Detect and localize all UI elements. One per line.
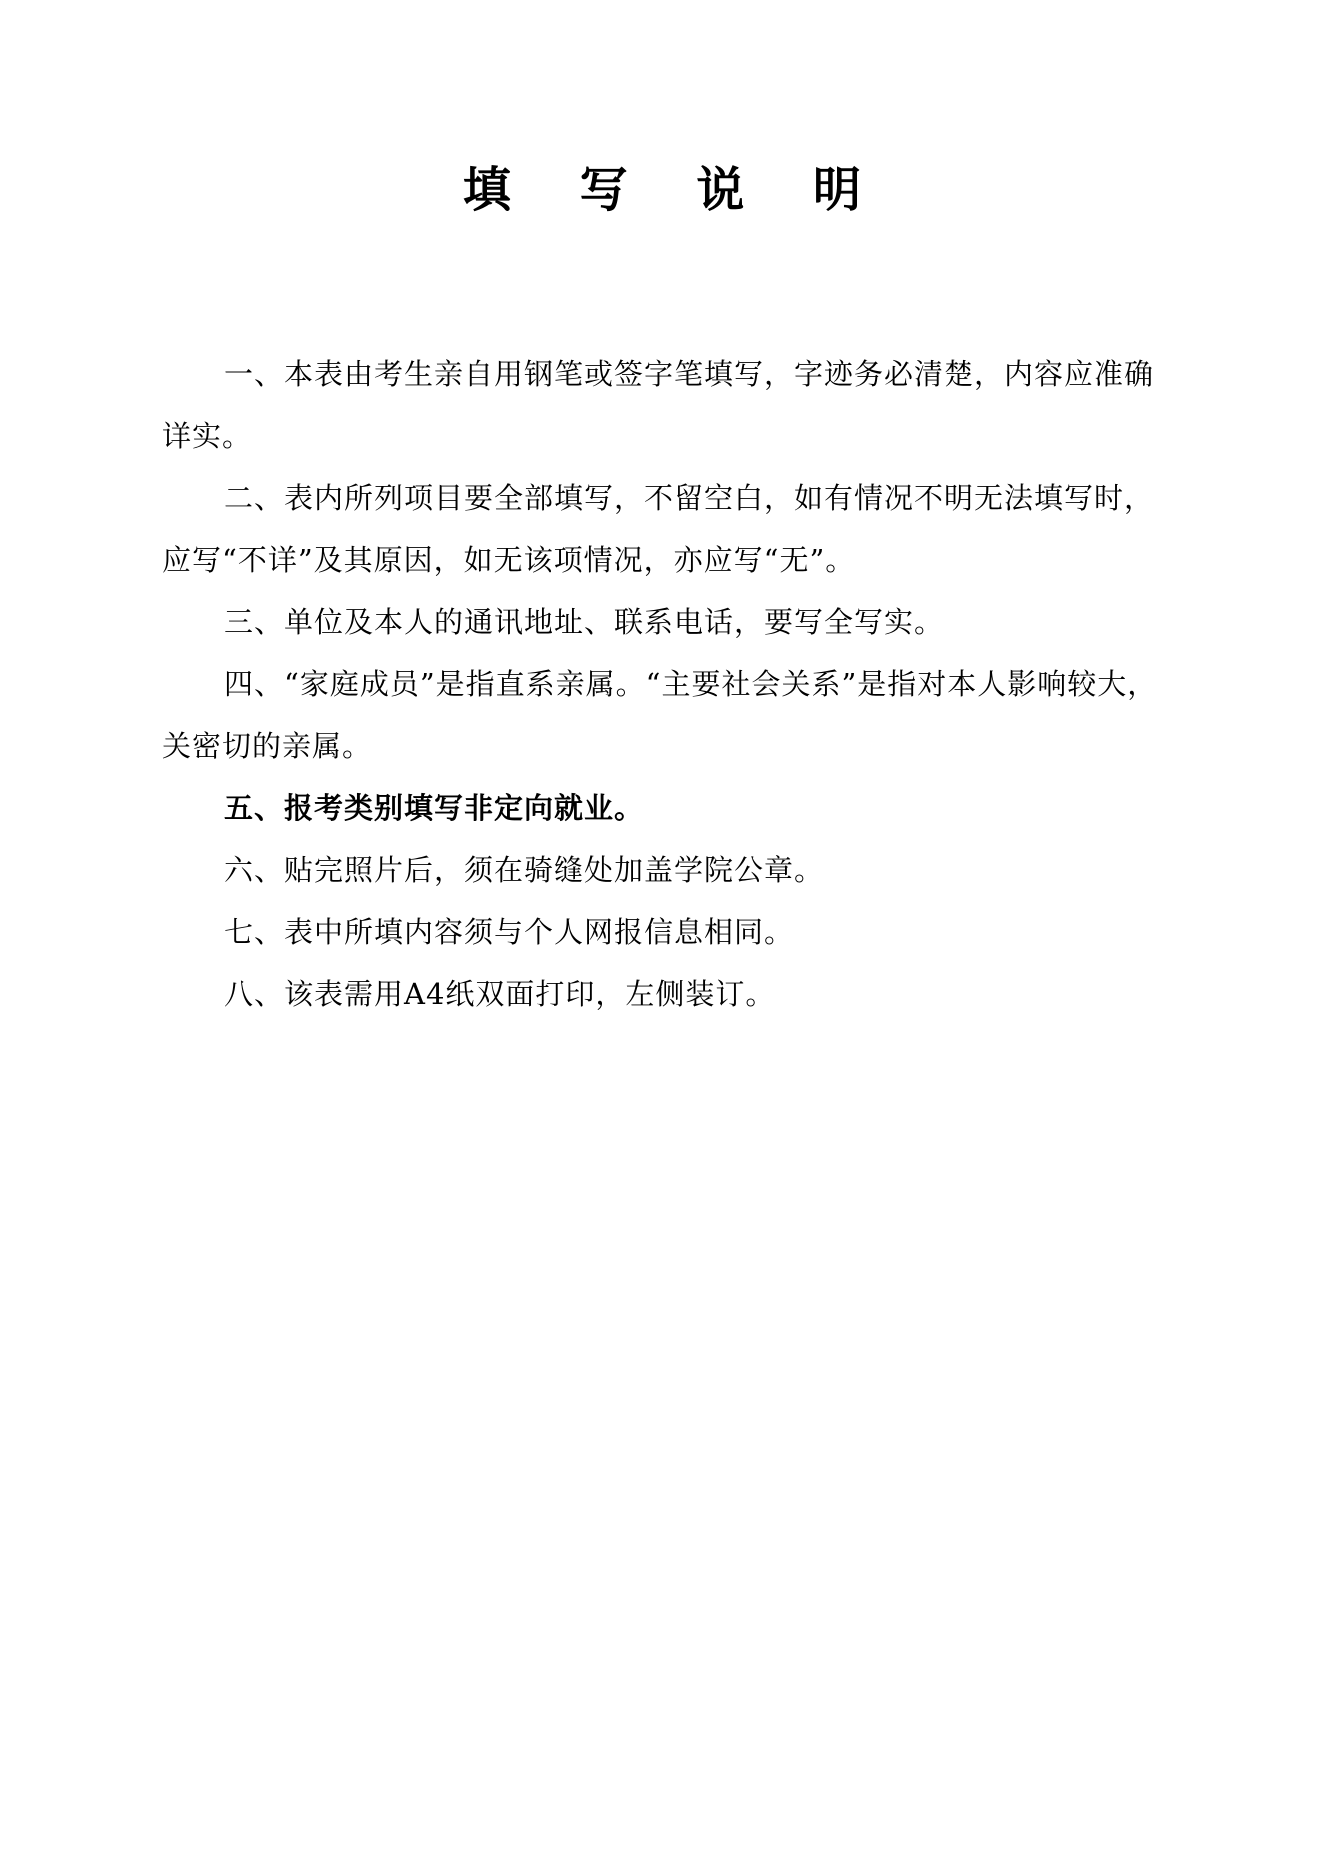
instruction-list	[162, 343, 1172, 1025]
instruction-item-3: 三、单位及本人的通讯地址、联系电话，要写全写实。	[224, 605, 945, 639]
instruction-item-1: 一、本表由考生亲自用钢笔或签字笔填写，字迹务必清楚，内容应准确详实。	[162, 357, 1155, 453]
instruction-item-7: 七、表中所填内容须与个人网报信息相同。	[224, 915, 795, 949]
instruction-item-6: 六、贴完照片后，须在骑缝处加盖学院公章。	[224, 853, 825, 887]
instruction-item-2: 二、表内所列项目要全部填写，不留空白，如有情况不明无法填写时，应写“不详”及其原因，如无该项情况，亦应写“无”。	[162, 481, 1155, 577]
document-title: 填 写 说 明	[462, 162, 888, 218]
instruction-item-4: 四、“家庭成员”是指直系亲属。“主要社会关系”是指对本人影响较大，关密切的亲属。	[162, 667, 1158, 763]
instruction-item-8: 八、该表需用A4纸双面打印，左侧装订。	[224, 977, 776, 1011]
instruction-item-5: 五、报考类别填写非定向就业。	[224, 791, 645, 825]
